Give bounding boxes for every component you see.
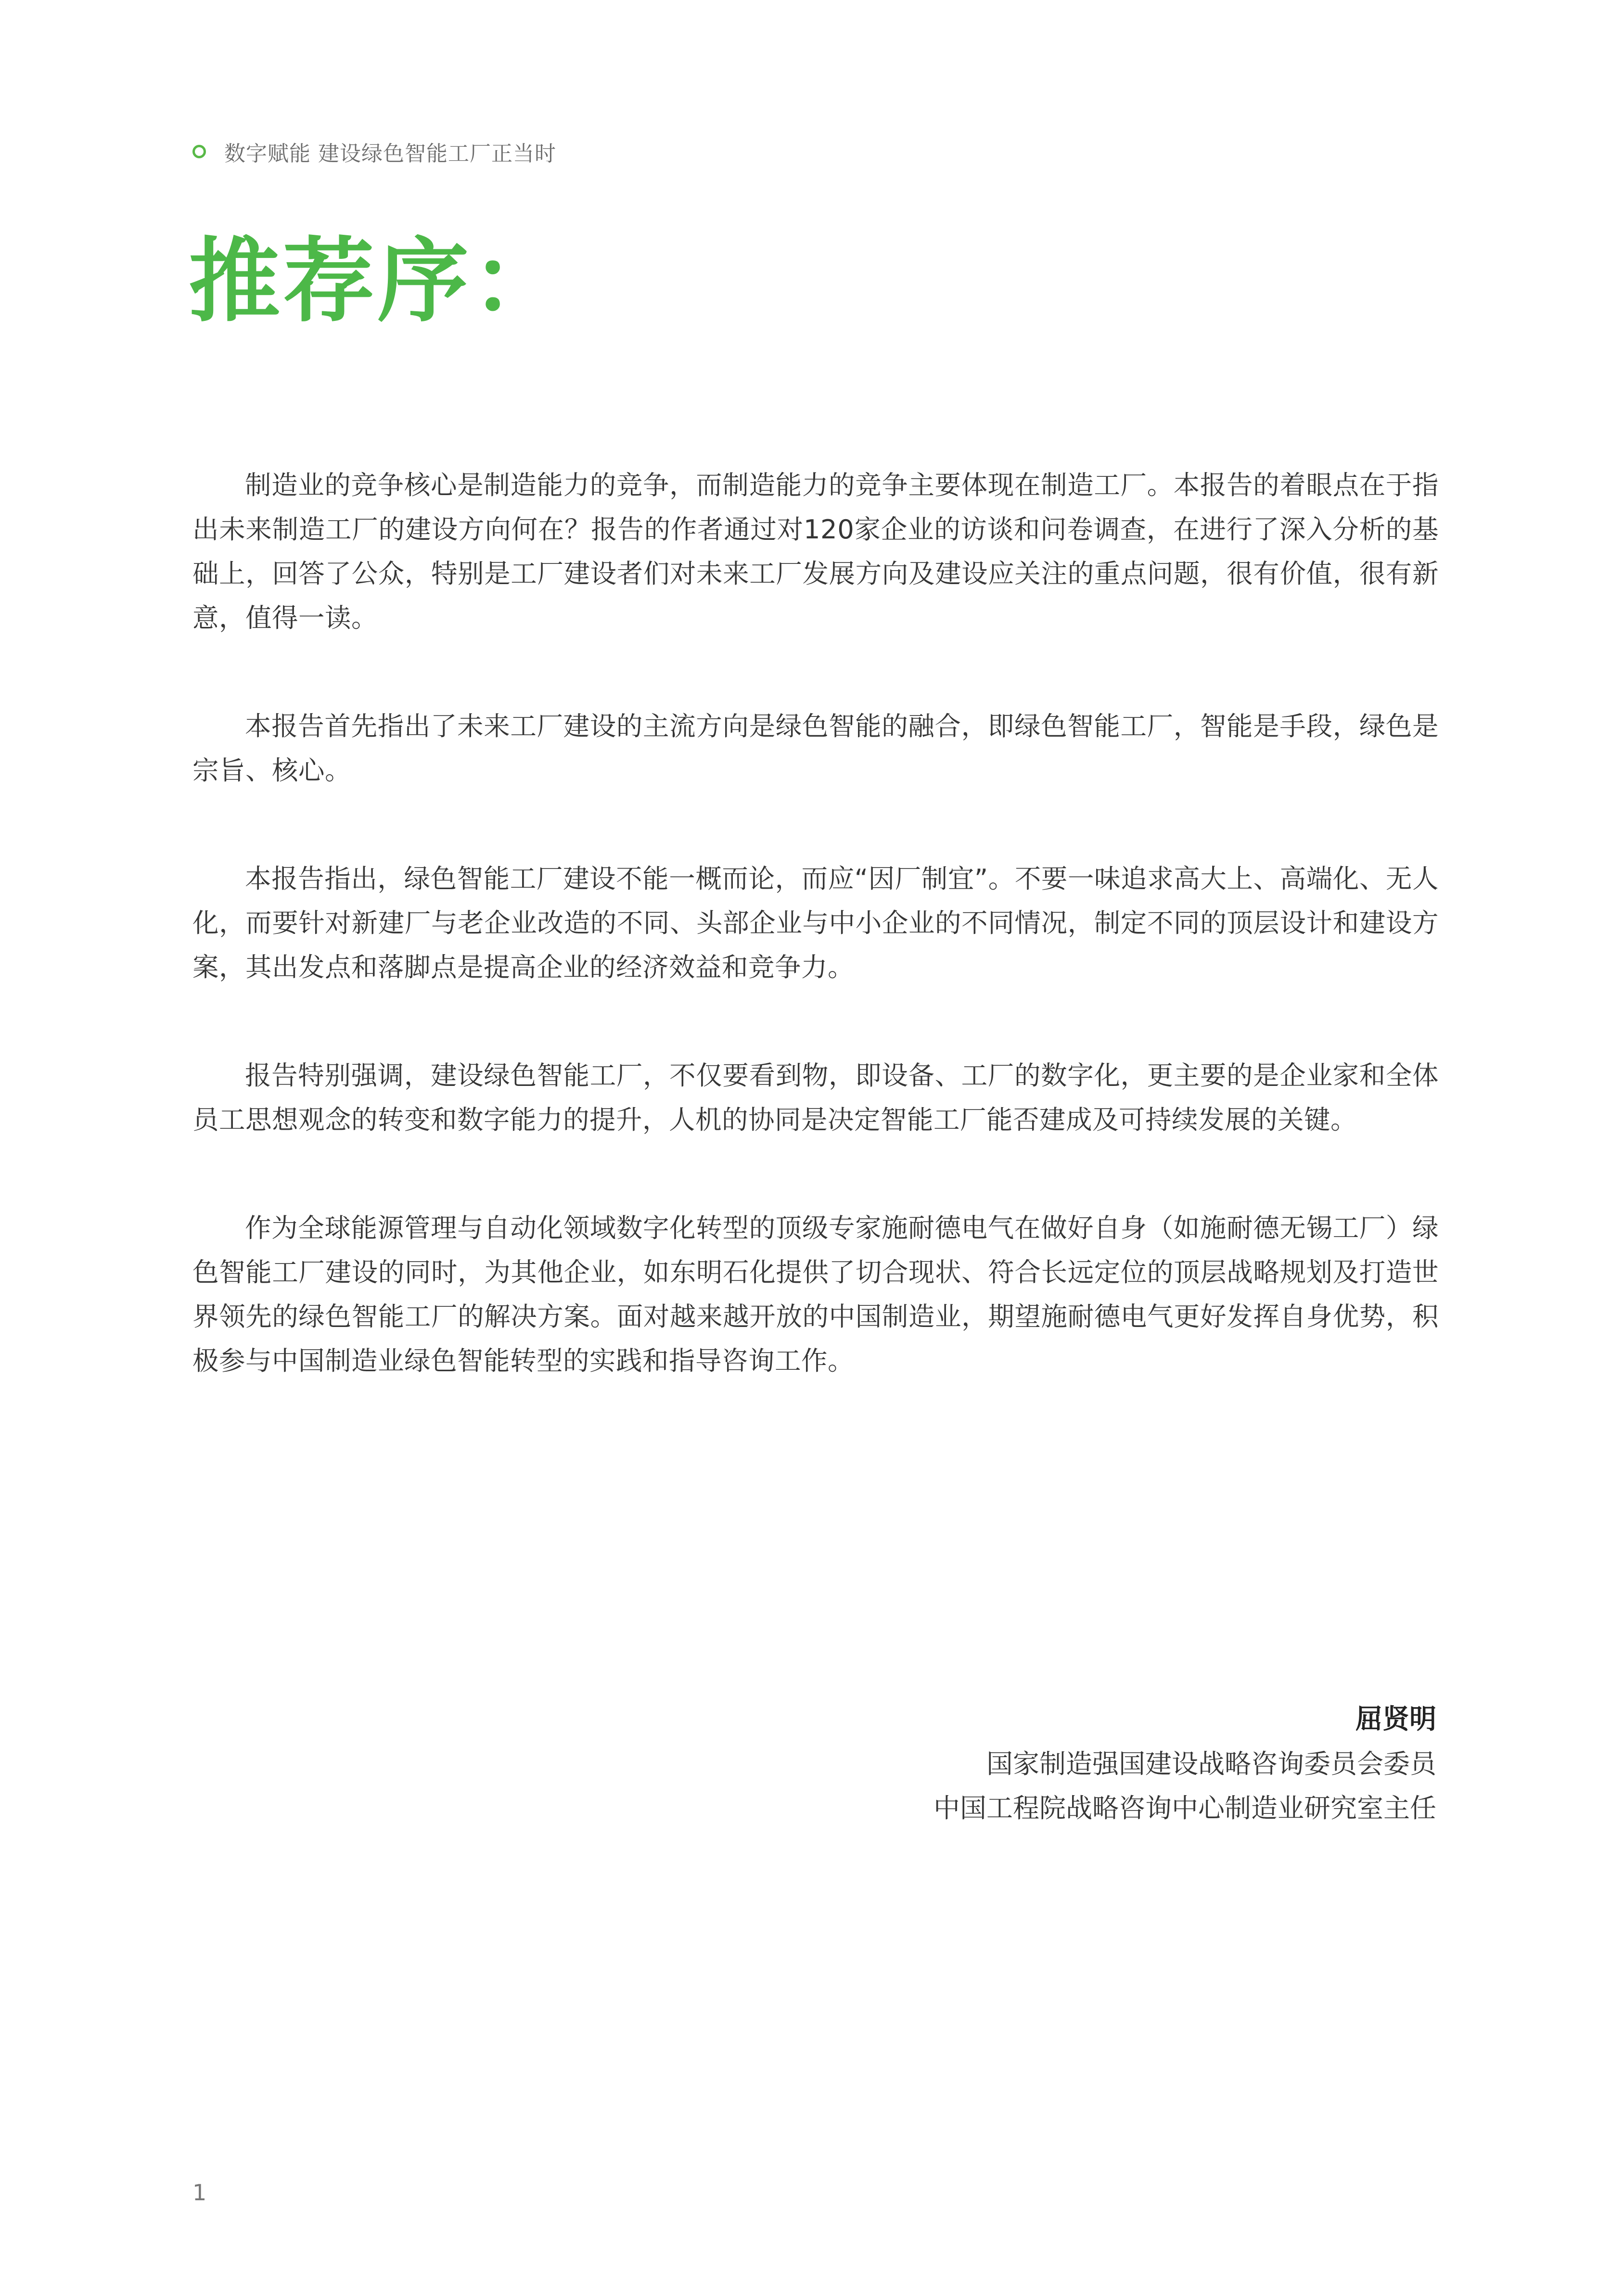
page-number: 1 xyxy=(192,2180,207,2206)
author-position-2: 中国工程院战略咨询中心制造业研究室主任 xyxy=(933,1793,1436,1824)
signature-block xyxy=(933,1697,1436,1830)
running-header xyxy=(192,135,556,168)
circle-bullet-icon xyxy=(192,145,206,158)
paragraph-3: 本报告指出，绿色智能工厂建设不能一概而论，而应“因厂制宜”。不要一味追求高大上、高端化、无人化，而要针对新建厂与老企业改造的不同、头部企业与中小企业的不同情况，制定不同的顶层设计和建设方案，其出发点和落脚点是提高企业的经济效益和竞争力。 xyxy=(192,863,1439,982)
author-name: 屈贤明 xyxy=(1355,1704,1436,1735)
page-title: 推荐序： xyxy=(189,228,566,334)
running-title: 数字赋能 建设绿色智能工厂正当时 xyxy=(224,141,556,166)
paragraph-1: 制造业的竞争核心是制造能力的竞争，而制造能力的竞争主要体现在制造工厂。本报告的着眼点在于指出未来制造工厂的建设方向何在？报告的作者通过对120家企业的访谈和问卷调查，在进行了深入分析的基础上，回答了公众，特别是工厂建设者们对未来工厂发展方向及建设应关注的重点问题，很有价值，很有新意，值得一读。 xyxy=(192,470,1439,633)
author-position-1: 国家制造强国建设战略咨询委员会委员 xyxy=(986,1748,1436,1779)
paragraph-2: 本报告首先指出了未来工厂建设的主流方向是绿色智能的融合，即绿色智能工厂，智能是手段，绿色是宗旨、核心。 xyxy=(192,711,1439,786)
paragraph-4: 报告特别强调，建设绿色智能工厂，不仅要看到物，即设备、工厂的数字化，更主要的是企业家和全体员工思想观念的转变和数字能力的提升，人机的协同是决定智能工厂能否建成及可持续发展的关键。 xyxy=(192,1060,1439,1135)
paragraph-5: 作为全球能源管理与自动化领域数字化转型的顶级专家施耐德电气在做好自身（如施耐德无锡工厂）绿色智能工厂建设的同时，为其他企业，如东明石化提供了切合现状、符合长远定位的顶层战略规划及打造世界领先的绿色智能工厂的解决方案。面对越来越开放的中国制造业，期望施耐德电气更好发挥自身优势，积极参与中国制造业绿色智能转型的实践和指导咨询工作。 xyxy=(192,1212,1439,1376)
body-text xyxy=(192,463,1439,1447)
